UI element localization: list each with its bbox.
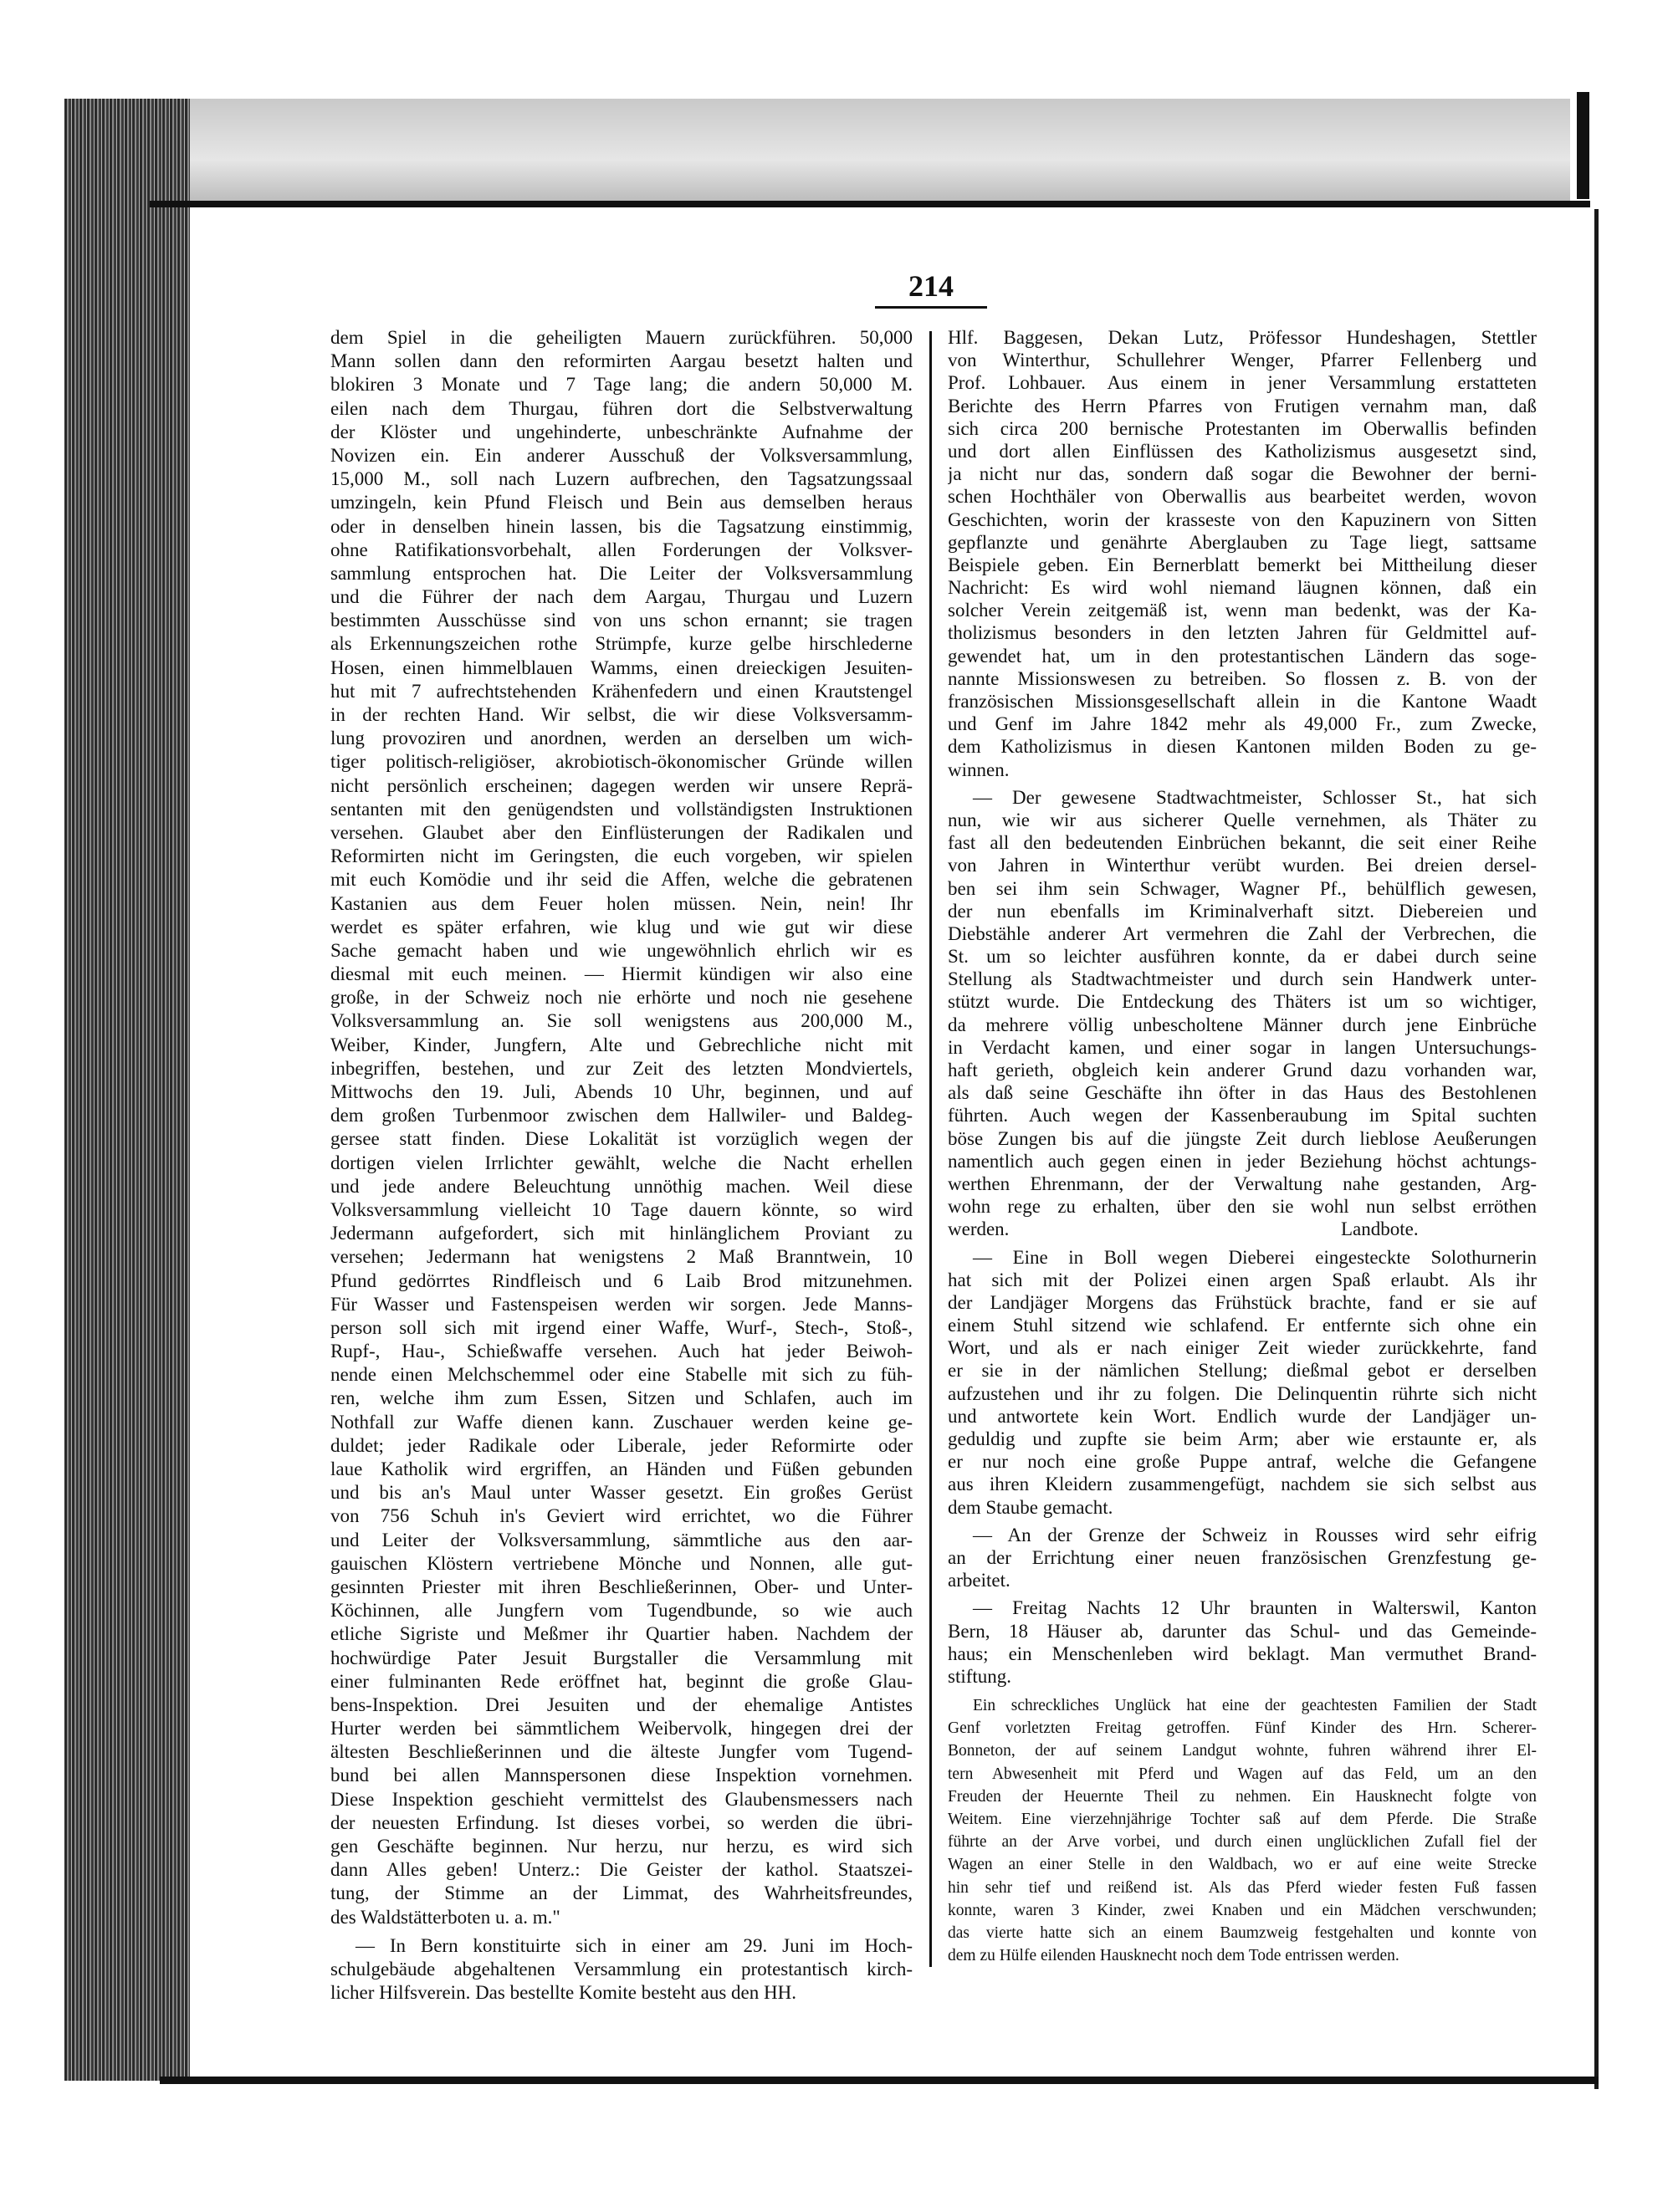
text-line: von 756 Schuh in's Geviert wird errichtet, wo die Führer <box>330 1505 913 1527</box>
text-line: mit euch Komödie und ihr seid die Affen, welche die gebratenen <box>330 869 913 891</box>
text-line: nende einen Melchschemmel oder eine Stabelle mit sich zu füh- <box>330 1364 913 1386</box>
text-line: ältesten Beschließerinnen und die älteste Jungfer vom Tugend- <box>330 1741 913 1763</box>
text-line: Novizen ein. Ein anderer Ausschuß der Volksversammlung, <box>330 444 913 466</box>
text-line: Freuden der Heuernte Theil zu nehmen. Ein Hausknecht folgte von <box>948 1787 1537 1806</box>
text-line: dem zu Hülfe eilenden Hausknecht noch dem Tode entrissen werden. <box>948 1947 1399 1965</box>
text-line: Nachricht: Es wird wohl niemand läugnen können, daß ein <box>948 577 1537 599</box>
text-line: tung, der Stimme an der Limmat, des Wahrheitsfreundes, <box>330 1882 913 1904</box>
text-line: Weiber, Kinder, Jungfern, Alte und Gebrechliche nicht mit <box>330 1034 913 1055</box>
text-line: hut mit 7 aufrechtstehenden Krähenfedern und einen Krautstengel <box>330 680 913 702</box>
text-line: nicht persönlich erscheinen; dagegen werden wir unsere Reprä- <box>330 774 913 796</box>
article-paragraph <box>948 1694 1537 1967</box>
text-line: Hurter werden bei sämmtlichem Weibervolk, hingegen drei der <box>330 1718 913 1739</box>
text-line: Reformirten nicht im Geringsten, die euch vorgeben, wir spielen <box>330 845 913 867</box>
text-line: duldet; jeder Radikale oder Liberale, jeder Reformirte oder <box>330 1434 913 1456</box>
text-line: Diese Inspektion geschieht vermittelst des Glaubensmessers nach <box>330 1788 913 1810</box>
article-paragraph <box>948 786 1537 1241</box>
text-line: oder in denselben hinein lassen, bis die Tagsatzung einstimmig, <box>330 515 913 537</box>
text-line: tholizismus besonders in den letzten Jahren für Geldmittel auf- <box>948 622 1537 644</box>
text-line: umzingeln, kein Pfund Fleisch und Bein aus demselben heraus <box>330 492 913 513</box>
text-line: stützt wurde. Die Entdeckung des Thäters ist um so wichtiger, <box>948 991 1537 1013</box>
text-line: laue Katholik wird ergriffen, an Händen und Füßen gebunden <box>330 1458 913 1479</box>
text-line: Kastanien aus dem Feuer holen müssen. Nein, nein! Ihr <box>330 892 913 914</box>
text-line: schulgebäude abgehaltenen Versammlung ein protestantisch kirch- <box>330 1958 913 1980</box>
text-line: stiftung. <box>948 1665 1012 1687</box>
text-line: als daß seine Geschäfte ihn öfter in das Haus des Bestohlenen <box>948 1082 1537 1104</box>
text-line: haus; ein Menschenleben wird beklagt. Man vermuthet Brand- <box>948 1642 1537 1664</box>
text-line: hat sich mit der Polizei einen argen Spaß erlaubt. Als ihr <box>948 1269 1537 1290</box>
text-line: in der rechten Hand. Wir selbst, die wir diese Volksversamm- <box>330 704 913 725</box>
text-line: Wort, und als er nach einiger Zeit wieder zurückkehrte, fand <box>948 1337 1537 1359</box>
text-line: Ein schreckliches Unglück hat eine der geachtesten Familien der Stadt <box>973 1697 1537 1715</box>
text-line: der Landjäger Morgens das Frühstück brachte, fand er sie auf <box>948 1291 1537 1313</box>
text-line: Hosen, einen himmelblauen Wamms, einen dreieckigen Jesuiten- <box>330 656 913 678</box>
text-line: er sie in der nämlichen Stellung; dießmal gebot er derselben <box>948 1360 1537 1382</box>
text-line: da mehrere völlig unbescholtene Männer durch jene Einbrüche <box>948 1014 1537 1035</box>
text-line: werdet es später erfahren, wie klug und wie gut wir diese <box>330 916 913 937</box>
text-line: an der Errichtung einer neuen französischen Grenzfestung ge- <box>948 1546 1537 1568</box>
text-line: ja nicht nur das, sondern daß sogar die Bewohner der berni- <box>948 463 1537 485</box>
text-line: und Leiter der Volksversammlung, sämmtliche aus den aar- <box>330 1529 913 1550</box>
text-line: ohne Ratifikationsvorbehalt, allen Forderungen der Volksver- <box>330 539 913 560</box>
text-line: führten. Auch wegen der Kassenberaubung im Spital suchten <box>948 1105 1537 1126</box>
page-number: 214 <box>908 269 954 303</box>
text-line: bund bei allen Mannspersonen diese Inspektion vornehmen. <box>330 1765 913 1786</box>
page-bottom-edge <box>160 2077 1599 2084</box>
article-paragraph <box>330 1934 913 2005</box>
text-line: — Der gewesene Stadtwachtmeister, Schlosser St., hat sich <box>973 786 1537 808</box>
text-line: winnen. <box>948 759 1010 780</box>
text-line: haft gerieth, obgleich kein anderer Grund dazu vorhanden war, <box>948 1060 1537 1080</box>
text-line: dortigen vielen Irrlichter gewählt, welche die Nacht erhellen <box>330 1152 913 1173</box>
text-line: — Freitag Nachts 12 Uhr braunten in Walterswil, Kanton <box>973 1597 1537 1619</box>
article-paragraph <box>948 326 1537 781</box>
text-line: licher Hilfsverein. Das bestellte Komite besteht aus den HH. <box>330 1982 796 2004</box>
text-line: französischen Missionsgesellschaft allein in die Kantone Waadt <box>948 691 1537 712</box>
text-line: Berichte des Herrn Pfarres von Frutigen vernahm man, daß <box>948 395 1537 416</box>
text-line: dem Katholizismus in diesen Kantonen milden Boden zu ge- <box>948 736 1537 758</box>
text-line: Wagen an einer Stelle in den Waldbach, wo er auf eine weite Strecke <box>948 1856 1537 1874</box>
text-line: sich circa 200 bernische Protestanten im Oberwallis befinden <box>948 417 1537 439</box>
text-line: — In Bern konstituirte sich in einer am 29. Juni im Hoch- <box>356 1934 913 1956</box>
text-line: und bis an's Maul unter Wasser gesetzt. Ein großes Gerüst <box>330 1482 913 1504</box>
text-line: inbegriffen, bestehen, und zur Zeit des letzten Mondviertels, <box>330 1057 913 1079</box>
text-line: einer fulminanten Rede eröffnet hat, beginnt die große Glau- <box>330 1670 913 1692</box>
text-line: 15,000 M., soll nach Luzern aufbrechen, den Tagsatzungssaal <box>330 468 913 490</box>
text-line: konnte, waren 3 Kinder, zwei Knaben und ein Mädchen verschwunden; <box>948 1901 1537 1919</box>
text-line: dem Spiel in die geheiligten Mauern zurückführen. 50,000 <box>330 327 913 348</box>
text-line: und Genf im Jahre 1842 mehr als 49,000 Fr., zum Zwecke, <box>948 713 1537 735</box>
page-top-edge <box>150 201 1590 207</box>
text-line: ben sei ihm sein Schwager, Wagner Pf., behülflich gewesen, <box>948 877 1537 899</box>
text-line: Mann sollen dann den reformirten Aargau besetzt halten und <box>330 350 913 372</box>
text-line: aufzustehen und ihr zu folgen. Die Delinquentin rührte sich nicht <box>948 1382 1537 1404</box>
text-line: — Eine in Boll wegen Dieberei eingesteckte Solothurnerin <box>973 1246 1537 1268</box>
text-line: blokiren 3 Monate und 7 Tage lang; die andern 50,000 M. <box>330 374 913 396</box>
text-line: Köchinnen, alle Jungfern vom Tugendbunde, so wie auch <box>330 1600 913 1622</box>
text-line: arbeitet. <box>948 1570 1010 1591</box>
text-line: und die Führer der nach dem Aargau, Thurgau und Luzern <box>330 586 913 608</box>
text-line: Beispiele geben. Ein Bernerblatt bemerkt bei Mittheilung dieser <box>948 554 1537 575</box>
text-line: und jede andere Beleuchtung unnöthig machen. Weil diese <box>330 1175 913 1197</box>
text-line: fast all den bedeutenden Einbrüchen bekannt, die seit einer Reihe <box>948 832 1537 854</box>
text-line: lung provoziren und anordnen, werden an derselben um wich- <box>330 728 913 749</box>
scan-right-bar <box>1577 92 1589 199</box>
text-line: Geschichten, worin der krasseste von den Kapuzinern von Sitten <box>948 508 1537 530</box>
text-line: person soll sich mit irgend einer Waffe, Wurf-, Stech-, Stoß-, <box>330 1316 913 1338</box>
article-paragraph <box>948 1246 1537 1519</box>
text-line: führte an der Arve vorbei, und durch einen unglücklichen Zufall fiel der <box>948 1833 1537 1852</box>
text-line: nannte Missionswesen zu betreiben. So flossen z. B. von der <box>948 667 1537 689</box>
text-line: von Jahren in Winterthur verübt wurden. Bei dreien dersel- <box>948 855 1537 876</box>
right-column <box>948 326 1537 1972</box>
text-line: sammlung entsprochen hat. Die Leiter der Volksversammlung <box>330 562 913 584</box>
text-line: sentanten mit den genügendsten und vollständigsten Instruktionen <box>330 798 913 820</box>
page-right-edge <box>1594 209 1599 2089</box>
text-line: etliche Sigriste und Meßmer ihr Quartier haben. Nachdem der <box>330 1623 913 1645</box>
text-line: Prof. Lohbauer. Aus einem in jener Versammlung erstatteten <box>948 372 1537 394</box>
text-line-content: werden. <box>948 1218 1010 1240</box>
book-binding-page-edges <box>64 99 190 2081</box>
text-line: namentlich auch gegen einen in jeder Beziehung höchst achtungs- <box>948 1150 1537 1172</box>
text-line: versehen; Jedermann hat wenigstens 2 Maß Branntwein, 10 <box>330 1246 913 1268</box>
text-line: als Erkennungszeichen rothe Strümpfe, kurze gelbe hirschlederne <box>330 633 913 655</box>
text-line: von Winterthur, Schullehrer Wenger, Pfarrer Fellenberg und <box>948 350 1537 371</box>
text-line: werthen Ehrenmann, der der Verwaltung nahe gestanden, Arg- <box>948 1172 1537 1194</box>
text-line: Volksversammlung an. Sie soll wenigstens aus 200,000 M., <box>330 1010 913 1032</box>
column-divider <box>929 331 932 1967</box>
text-line: eilen nach dem Thurgau, führen dort die Selbstverwaltung <box>330 397 913 419</box>
text-line: Jedermann aufgefordert, sich mit hinlänglichem Proviant zu <box>330 1223 913 1244</box>
text-line: gepflanzte und genährte Aberglauben zu Tage liegt, sattsame <box>948 531 1537 553</box>
text-line: böse Zungen bis auf die jüngste Zeit durch lieblose Aeußerungen <box>948 1127 1537 1149</box>
text-line: wohn rege zu erhalten, über den sie wohl nun selbst erröthen <box>948 1196 1537 1218</box>
text-line: gen Geschäfte beginnen. Nur herzu, nur herzu, es wird sich <box>330 1836 913 1857</box>
text-line: bestimmten Ausschüsse sind von uns schon ernannt; sie tragen <box>330 610 913 631</box>
text-line: aus ihren Kleidern zusammengefügt, nachdem sie sich selbst aus <box>948 1474 1537 1495</box>
text-line: diesmal mit euch meinen. — Hiermit kündigen wir also eine <box>330 963 913 985</box>
text-line: dann Alles geben! Unterz.: Die Geister der kathol. Staatszei- <box>330 1859 913 1881</box>
text-line: versehen. Glaubet aber den Einflüsterungen der Radikalen und <box>330 821 913 843</box>
left-column <box>330 326 913 2010</box>
text-line: dem großen Turbenmoor zwischen dem Hallwiler- und Baldeg- <box>330 1105 913 1126</box>
text-line: große, in der Schweiz noch nie erhörte und noch nie gesehene <box>330 987 913 1009</box>
text-line: der Klöster und ungehinderte, unbeschränkte Aufnahme der <box>330 421 913 442</box>
text-line: geduldig und zupfte sie beim Arm; aber wie erstaunte er, als <box>948 1428 1537 1449</box>
text-line: des Waldstätterboten u. a. m." <box>330 1906 560 1928</box>
text-line: tiger politisch-religiöser, akrobiotisch-ökonomischer Gründe willen <box>330 751 913 773</box>
text-line: Volksversammlung vielleicht 10 Tage dauern könnte, so wird <box>330 1198 913 1220</box>
scan-background-top <box>64 99 1570 201</box>
text-line: nun, wie wir aus sicherer Quelle vernehmen, als Thäter zu <box>948 809 1537 830</box>
article-paragraph <box>330 326 913 1929</box>
text-line: — An der Grenze der Schweiz in Rousses wird sehr eifrig <box>973 1524 1537 1545</box>
text-line: der nun ebenfalls im Kriminalverhaft sitzt. Diebereien und <box>948 900 1537 922</box>
text-line: Bern, 18 Häuser ab, darunter das Schul- und das Gemeinde- <box>948 1620 1537 1642</box>
text-line: hin sehr tief und reißend ist. Als das Pferd wieder festen Fuß fassen <box>948 1878 1537 1897</box>
text-line: Mittwochs den 19. Juli, Abends 10 Uhr, beginnen, und auf <box>330 1081 913 1102</box>
text-line: bens-Inspektion. Drei Jesuiten und der ehemalige Antistes <box>330 1693 913 1715</box>
text-line: und antwortete kein Wort. Endlich wurde der Landjäger un- <box>948 1405 1537 1427</box>
source-signature: Landbote. <box>1341 1218 1419 1240</box>
text-line: das vierte hatte sich an einem Baumzweig festgehalten und konnte von <box>948 1923 1537 1942</box>
text-line: gewendet hat, um in den protestantischen Ländern das soge- <box>948 645 1537 667</box>
text-line: schen Hochthäler von Oberwallis aus bearbeitet werden, wovon <box>948 486 1537 508</box>
text-line: gersee statt finden. Diese Lokalität ist vorzüglich wegen der <box>330 1128 913 1150</box>
text-line: St. um so leichter ausführen konnte, da er dabei durch seine <box>948 946 1537 968</box>
text-line: Nothfall zur Waffe dienen kann. Zuschauer werden keine ge- <box>330 1411 913 1433</box>
text-line: tern Abwesenheit mit Pferd und Wagen auf das Feld, um an den <box>948 1765 1537 1783</box>
text-line: und dort allen Einflüssen des Katholizismus ausgesetzt sind, <box>948 440 1537 462</box>
text-line: gauischen Klöstern vertriebene Mönche und Nonnen, alle gut- <box>330 1552 913 1574</box>
article-paragraph <box>948 1524 1537 1592</box>
text-line: hochwürdige Pater Jesuit Burgstaller die Versammlung mit <box>330 1647 913 1668</box>
text-line: Stellung als Stadtwachtmeister und durch sein Handwerk unter- <box>948 968 1537 990</box>
text-line: Weitem. Eine vierzehnjährige Tochter saß auf dem Pferde. Die Straße <box>948 1811 1537 1828</box>
text-line: Rupf-, Hau-, Schießwaffe versehen. Auch hat jeder Beiwoh- <box>330 1341 913 1362</box>
text-line: Pfund gedörrtes Rindfleisch und 6 Laib Brod mitzunehmen. <box>330 1269 913 1291</box>
text-line: einem Stuhl sitzend wie schlafend. Er entfernte sich ohne ein <box>948 1315 1537 1336</box>
article-paragraph <box>948 1596 1537 1688</box>
text-line <box>948 1218 1537 1240</box>
text-line: in Verdacht kamen, und einer sogar in langen Untersuchungs- <box>948 1036 1537 1058</box>
text-line: ren, welche ihm zum Essen, Sitzen und Schlafen, auch im <box>330 1387 913 1409</box>
text-line: Für Wasser und Fastenspeisen werden wir sorgen. Jede Manns- <box>330 1293 913 1315</box>
text-line: Genf vorletzten Freitag getroffen. Fünf Kinder des Hrn. Scherer- <box>948 1719 1537 1738</box>
text-line: dem Staube gemacht. <box>948 1496 1113 1518</box>
text-line: Sache gemacht haben und wie ungewöhnlich ehrlich wir es <box>330 939 913 961</box>
text-line: der neuesten Erfindung. Ist dieses vorbei, so werden die übri- <box>330 1811 913 1833</box>
page-number-rule <box>875 306 987 309</box>
text-line: er nur noch eine große Puppe antraf, welche die Gefangene <box>948 1451 1537 1473</box>
text-line: Diebstähle anderer Art vermehren die Zahl der Verbrechen, die <box>948 922 1537 944</box>
text-line: solcher Verein zeitgemäß ist, wenn man bedenkt, was der Ka- <box>948 600 1537 621</box>
text-line: Bonneton, der auf seinem Landgut wohnte, fuhren während ihrer El- <box>948 1742 1537 1760</box>
text-line: Hlf. Baggesen, Dekan Lutz, Pröfessor Hundeshagen, Stettler <box>948 327 1537 348</box>
text-line: gesinnten Priester mit ihren Beschließerinnen, Ober- und Unter- <box>330 1576 913 1597</box>
